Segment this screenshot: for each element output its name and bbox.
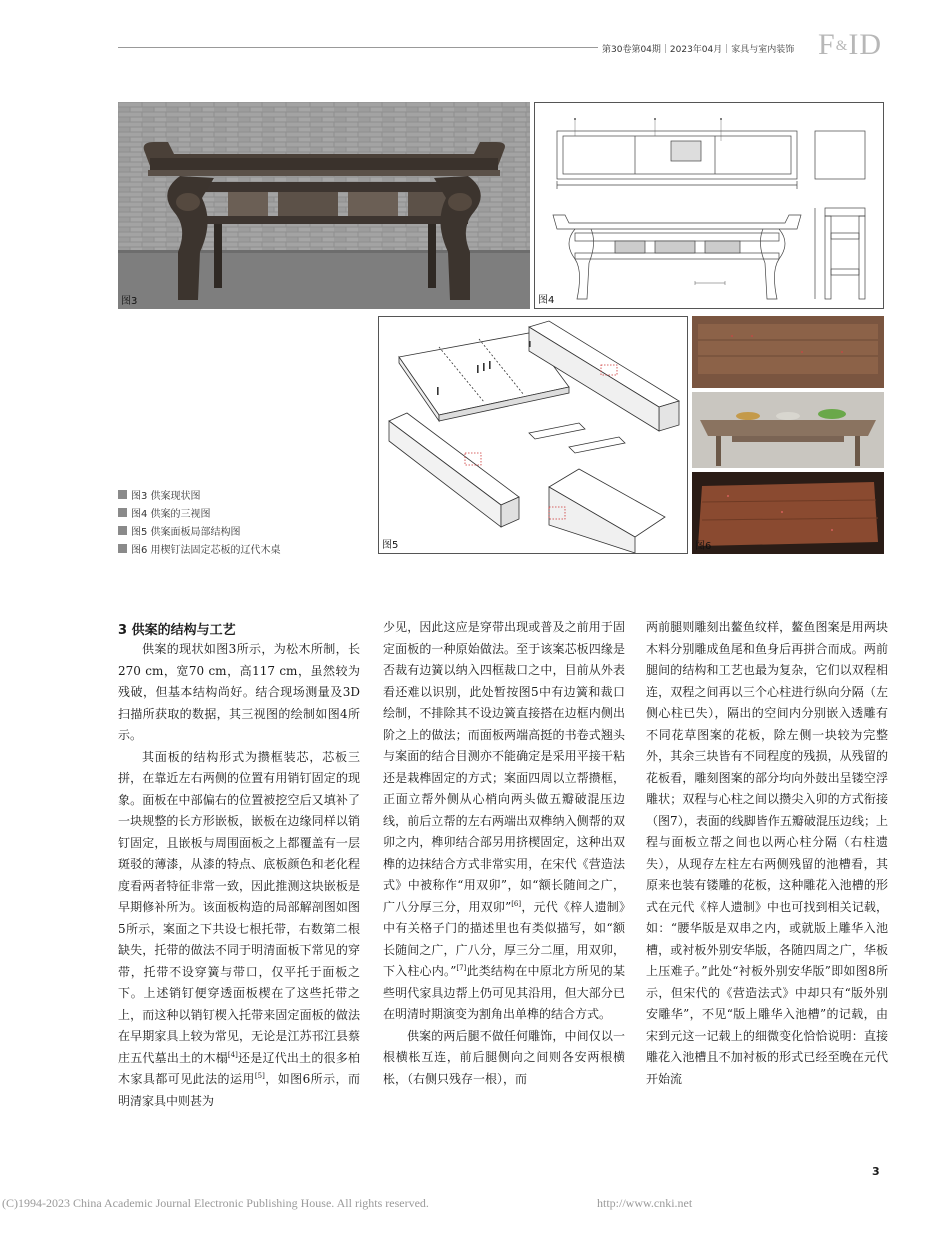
header-rule — [118, 47, 598, 48]
figure-5-label: 图5 — [382, 540, 399, 551]
citation: [7] — [456, 964, 467, 972]
paragraph: 供案的现状如图3所示，为松木所制，长270 cm，宽70 cm，高117 cm，虽然较为残破，但基本结构尚好。结合现场测量及3D扫描所获取的数据，其三视图的绘制如图4所示。 — [118, 642, 360, 742]
figure-6-label: 图6 — [695, 541, 712, 552]
three-view-drawing — [535, 103, 883, 308]
body-column-3 — [646, 617, 888, 1090]
figure-captions — [118, 485, 373, 557]
caption-item: 图3 供案现状图 — [118, 485, 373, 503]
citation: [6] — [511, 899, 522, 908]
figure-6-photos — [692, 316, 884, 554]
paragraph: 少见，因此这应是穿带出现或普及之前用于固定面板的一种原始做法。至于该案芯板四缘是否裁有边簧以纳入四框裁口之中，目前从外表看还难以识别，此处暂按图5中有边簧和裁口绘制，不排除其不设边簧直接搭在边框内侧出阶之上的做法；而面板两端高挺的书卷式翘头与案面的结合目测亦不能确定是采用平接干粘还是栽榫固定的方式；案面四周以立帮攒框，正面立帮外侧从心梢向两头做五瓣破混压边线，前后立帮的左右两端出双榫纳入侧帮的双卯之内，榫卯结合部另用挤楔固定，这种出双榫的边抹结合方式非常实用，在宋代《营造法式》中被称作“用双卯”，如“额长随间之广，广八分厚三分，用双卯”[6]，元代《梓人遗制》中有关格子门的描述里也有类似描写，如“额长随间之广，广八分，厚三分二厘，用双卯，下入柱心内。”[7]此类结构在中原北方所见的某些明代家具边帮上仍可见其沿用，但大部分已在明清时期演变为割角出单榫的结合方式。 — [383, 620, 625, 1021]
altar-table-photo — [118, 102, 530, 309]
paragraph: 供案的两后腿不做任何雕饰，中间仅以一根横枨互连，前后腿侧向之间则各安两根横枨，（右侧只残存一根），而 — [383, 1028, 625, 1086]
caption-bullet — [118, 544, 127, 553]
paragraph: 其面板的结构形式为攒框装芯，芯板三拼，在靠近左右两侧的位置有用销钉固定的现象。面板在中部偏右的位置被挖空后又填补了一块规整的长方形嵌板，嵌板在边缘同样以销钉固定，且嵌板与周围面板之上都覆盖有一层斑驳的薄漆，从漆的特点、底板颜色和老化程度看两者特征非常一致，因此推测这块嵌板是早期修补所为。该面板构造的局部解剖图如图5所示，案面之下共设七根托带，右数第二根缺失，托带的做法不同于明清面板下常见的穿带，托带不设穿簧与带口，仅平托于面板之下。上述销钉便穿透面板楔在了这些托带之上，而这种以销钉楔入托带来固定面板的做法在早期家具上较为常见，无论是江苏邗江县蔡庄五代墓出土的木榻[4]还是辽代出土的很多柏木家具都可见此法的运用[5]，如图6所示，而明清家具中则甚为 — [118, 749, 360, 1108]
panel-structure-drawing — [379, 317, 687, 553]
section-title: 3 供案的结构与工艺 — [118, 623, 236, 638]
body-column-1 — [118, 639, 360, 1112]
citation: [5] — [254, 1072, 265, 1080]
figure-4-drawing — [534, 102, 884, 309]
figure-4-label: 图4 — [538, 295, 555, 306]
caption-item: 图5 供案面板局部结构图 — [118, 521, 373, 539]
figure-3-label: 图3 — [121, 296, 138, 307]
citation: [4] — [227, 1050, 238, 1059]
caption-bullet — [118, 508, 127, 517]
caption-item: 图4 供案的三视图 — [118, 503, 373, 521]
paragraph: 两前腿则雕刻出鳌鱼纹样，鳌鱼图案是用两块木料分别雕成鱼尾和鱼身后再拼合而成。两前腿间的结构和工艺也最为复杂，它们以双程相连，双程之间再以三个心柱进行纵向分隔（左侧心柱已失），隔出的空间内分别嵌入透雕有不同花草图案的花板，除左侧一块较为完整外，其余三块皆有不同程度的残损，从残留的花板看，雕刻图案的部分均向外鼓出呈镂空浮雕状；双程与心柱之间以攒尖入卯的方式衔接（图7），表面的线脚皆作五瓣破混压边线；上程与面板立帮之间也以两心柱分隔（右柱遗失），从现存左柱左右两侧残留的池槽看，其原来也装有镂雕的花板，这种雕花入池槽的形式在元代《梓人遗制》中也可找到相关记载，如：“腰华版是双串之内，或就版上雕华入池槽，或衬板外别安华版，各随四周之广，华板上压难子。”此处“衬板外别安华版”即如图8所示，但宋代的《营造法式》中却只有“版外别安雕华”，不见“版上雕华入池槽”的记载，由宋到元这一记载上的细微变化恰恰说明：直接雕花入池槽且不加衬板的形式已经至晚在元代开始流 — [646, 620, 888, 1086]
figure-5-drawing — [378, 316, 688, 554]
journal-meta: 第30卷第04期｜2023年04月｜家具与室内装饰 — [602, 45, 795, 55]
liao-table-photos — [692, 316, 884, 554]
figure-3-photo — [118, 102, 530, 309]
caption-item: 图6 用楔钉法固定芯板的辽代木桌 — [118, 539, 373, 557]
caption-bullet — [118, 490, 127, 499]
journal-logo: F&ID — [818, 28, 883, 61]
caption-bullet — [118, 526, 127, 535]
body-column-2 — [383, 617, 625, 1090]
footer-url[interactable]: http://www.cnki.net — [597, 1196, 693, 1210]
page-number: 3 — [872, 1165, 880, 1178]
